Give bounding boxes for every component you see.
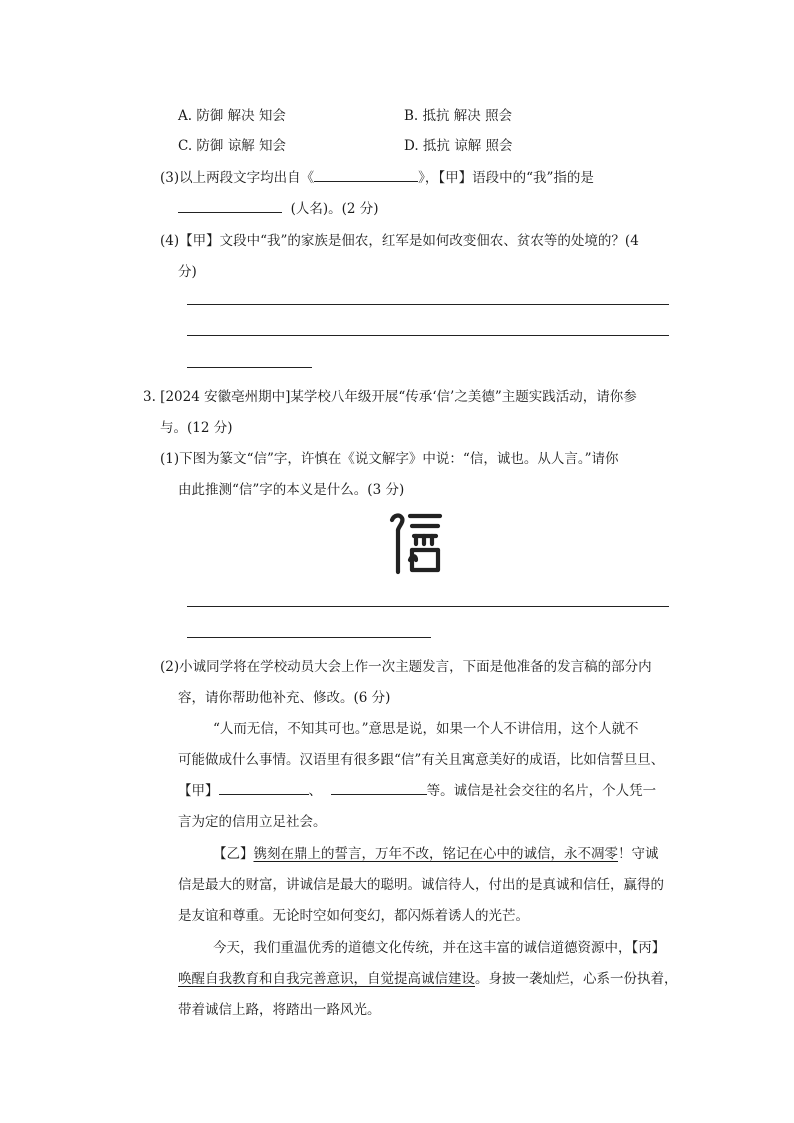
separator: 、 [308, 783, 322, 799]
idiom-blank-1[interactable] [219, 780, 309, 795]
subquestion-2-line2: 容，请你帮助他补充、修改。(6 分) [178, 690, 391, 706]
subquestion-1-line2: 由此推测“信”字的本义是什么。(3 分) [178, 482, 405, 498]
question-4-line1: (4)【甲】文段中“我”的家族是佃农，红军是如何改变佃农、贫农等的处境的？(4 [160, 233, 639, 249]
answer-line[interactable] [187, 606, 669, 607]
idiom-blank-2[interactable] [331, 780, 427, 795]
option-b: B. 抵抗 解决 照会 [404, 108, 513, 124]
question-3-text-after: 》，【甲】语段中的“我”指的是 [418, 170, 594, 186]
subquestion-1-line1: (1)下图为篆文“信”字，许慎在《说文解字》中说：“信，诚也。从人言。”请你 [160, 451, 619, 467]
question-4-line2: 分) [178, 264, 197, 280]
question-3-text-before: (3)以上两段文字均出自《 [160, 170, 315, 186]
answer-line[interactable] [187, 367, 312, 368]
underlined-sentence-yi: 镌刻在鼎上的誓言，万年不改，铭记在心中的诚信，永不凋零 [253, 846, 618, 862]
speech-p3-line1: 今天，我们重温优秀的道德文化传统，并在这丰富的诚信道德资源中，【丙】 [213, 940, 666, 956]
speech-p3-line2-after: 。身披一袭灿烂，心系一份执着， [475, 971, 678, 987]
speech-p2-line1 [213, 842, 659, 862]
question-3-title: 3. [2024 安徽亳州期中]某学校八年级开展“传承‘信’之美德”主题实践活动，请你参 [143, 389, 637, 405]
underlined-sentence-bing: 唤醒自我教育和自我完善意识，自觉提高诚信建设 [178, 971, 475, 987]
answer-line[interactable] [187, 304, 669, 305]
question-3-line1 [160, 166, 594, 186]
book-title-blank[interactable] [314, 167, 418, 182]
label-jia: 【甲】 [178, 783, 219, 799]
question-3-line2 [178, 197, 379, 217]
person-name-blank[interactable] [178, 198, 282, 213]
speech-p1-line4: 言为定的信用立足社会。 [178, 814, 327, 830]
speech-p1-line2: 可能做成什么事情。汉语里有很多跟“信”有关且寓意美好的成语，比如信誓旦旦、 [178, 752, 665, 768]
option-a: A. 防御 解决 知会 [178, 108, 286, 124]
speech-p3-line3: 带着诚信上路，将踏出一路风光。 [178, 1002, 381, 1018]
speech-p2-line3: 是友谊和尊重。无论时空如何变幻，都闪烁着诱人的光芒。 [178, 908, 529, 924]
speech-p2-line2: 信是最大的财富，讲诚信是最大的聪明。诚信待人，付出的是真诚和信任，赢得的 [178, 877, 664, 893]
seal-script-xin-character [386, 510, 446, 576]
speech-p1-line1: “人而无信，不知其可也。”意思是说，如果一个人不讲信用，这个人就不 [213, 721, 639, 737]
speech-p2-after: ！守诚 [618, 846, 659, 862]
subquestion-2-line1: (2)小诚同学将在学校动员大会上作一次主题发言，下面是他准备的发言稿的部分内 [160, 659, 652, 675]
answer-line[interactable] [187, 637, 431, 638]
label-yi: 【乙】 [213, 846, 254, 862]
speech-p1-line3-end: 等。诚信是社会交往的名片，个人凭一 [426, 783, 657, 799]
answer-line[interactable] [187, 335, 669, 336]
option-c: C. 防御 谅解 知会 [178, 138, 287, 154]
question-3-title-line2: 与。(12 分) [160, 420, 233, 436]
speech-p3-line2 [178, 967, 678, 987]
option-d: D. 抵抗 谅解 照会 [404, 138, 513, 154]
speech-p1-line3 [178, 779, 656, 799]
question-3-line2-after: (人名)。(2 分) [290, 201, 379, 217]
